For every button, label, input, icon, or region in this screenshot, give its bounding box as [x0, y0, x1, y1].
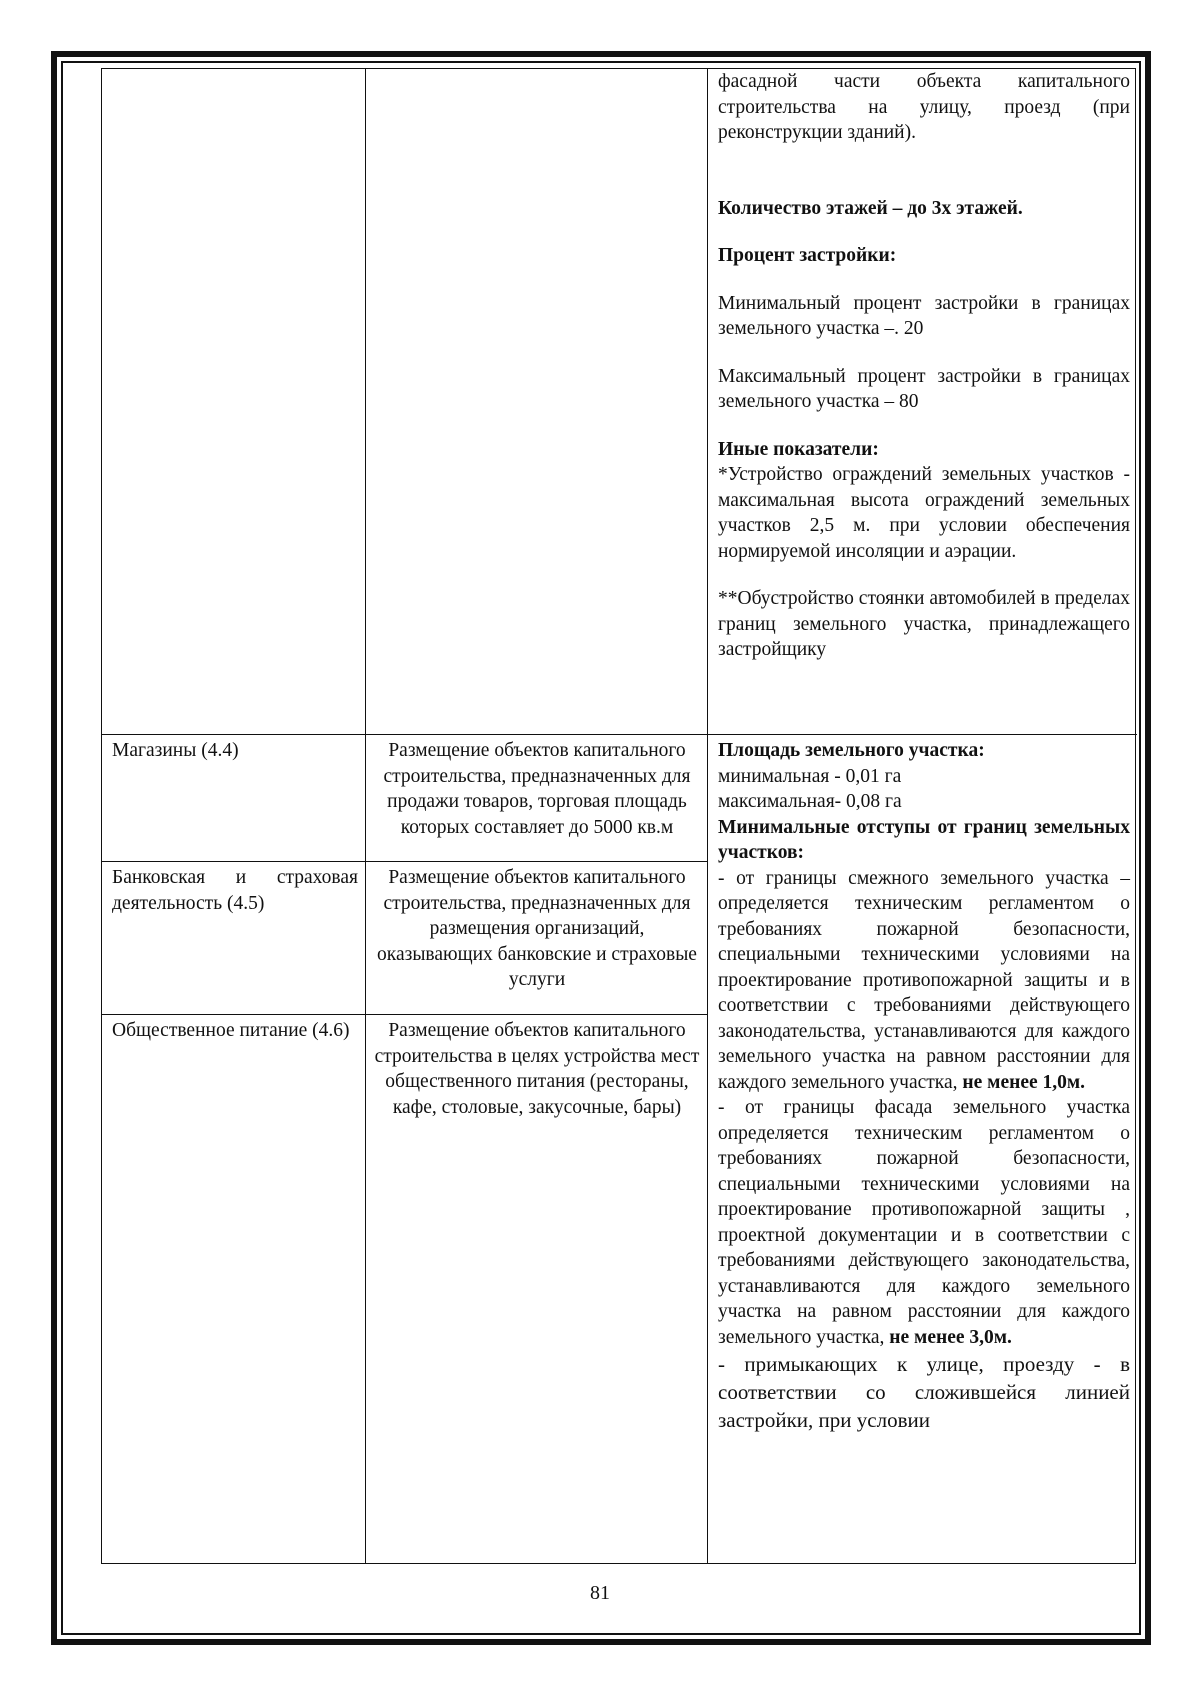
shared-params-cell — [718, 738, 1130, 1434]
parking-text: **Обустройство стоянки автомобилей в пределах границ земельного участка, принадлежащего застройщику — [718, 588, 1130, 660]
zoning-table — [101, 68, 1136, 1564]
facade-setback-value: не менее 3,0м. — [889, 1326, 1012, 1348]
row-bank-name — [112, 865, 358, 916]
column-divider-1 — [365, 69, 366, 1563]
fence-text: *Устройство ограждений земельных участков - максимальная высота ограждений земельных участков 2,5 м. при условии обеспечения нормируемой инсоляции и аэрации. — [718, 464, 1130, 562]
row-divider-bank — [102, 1014, 707, 1015]
row-name: Общественное питание (4.6) — [112, 1020, 350, 1041]
street-setback-text: - примыкающих к улице, проезду - в соответствии со сложившейся линией застройки, при условии — [718, 1352, 1130, 1432]
column-divider-2 — [707, 69, 708, 1563]
other-indicators-heading: Иные показатели: — [718, 438, 879, 460]
facade-continuation-text: фасадной части объекта капитального строительства на улицу, проезд (при реконструкции зданий). — [718, 71, 1130, 143]
setback-heading: Минимальные отступы от границ земельных участков: — [718, 816, 1130, 863]
row-catering-description — [374, 1018, 700, 1120]
area-min: минимальная - 0,01 га — [718, 765, 902, 787]
row-catering-name — [112, 1018, 358, 1044]
facade-setback — [718, 1095, 1130, 1350]
row-description: Размещение объектов капитального строительства, предназначенных для продажи товаров, торговая площадь которых составляет до 5000 кв.м — [383, 740, 691, 838]
adjacent-setback — [718, 866, 1130, 1096]
row-divider-top — [102, 734, 1137, 735]
page-number: 81 — [590, 1582, 610, 1604]
area-heading: Площадь земельного участка: — [718, 740, 985, 761]
percent-heading: Процент застройки: — [718, 245, 897, 266]
row-shops-description — [374, 738, 700, 840]
min-percent-text: Минимальный процент застройки в границах земельного участка –. 20 — [718, 292, 1130, 339]
top-row-params-cell — [718, 69, 1130, 663]
row-description: Размещение объектов капитального строительства, предназначенных для размещения организаций, оказывающих банковские и страховые услуги — [377, 867, 697, 990]
row-divider-shops — [102, 861, 707, 862]
floors-text: Количество этажей – до 3х этажей. — [718, 197, 1023, 219]
facade-setback-text: - от границы фасада земельного участка определяется техническим регламентом о требованиях пожарной безопасности, специальными техническими условиями на проектирование противопожарной защиты , проектной документации и в соответствии с требованиями действующего законодательства, устанавливаются для каждого земельного участка на равном расстоянии для каждого земельного участка, — [718, 1097, 1130, 1348]
row-name: Банковская и страховая деятельность (4.5) — [112, 867, 358, 914]
row-shops-name — [112, 738, 358, 764]
area-max: максимальная- 0,08 га — [718, 791, 902, 812]
max-percent-text: Максимальный процент застройки в границах земельного участка – 80 — [718, 365, 1130, 412]
row-name: Магазины (4.4) — [112, 740, 239, 761]
adjacent-setback-value: не менее 1,0м. — [962, 1071, 1086, 1093]
row-bank-description — [374, 865, 700, 993]
row-description: Размещение объектов капитального строительства в целях устройства мест общественного питания (рестораны, кафе, столовые, закусочные, бары) — [374, 1020, 700, 1118]
adjacent-setback-text: - от границы смежного земельного участка – определяется техническим регламентом о требованиях пожарной безопасности, специальными техническими условиями на проектирование противопожарной защиты и в соответствии с требованиями действующего законодательства, устанавливаются для каждого земельного участка на равном расстоянии для каждого земельного участка, — [718, 867, 1130, 1093]
